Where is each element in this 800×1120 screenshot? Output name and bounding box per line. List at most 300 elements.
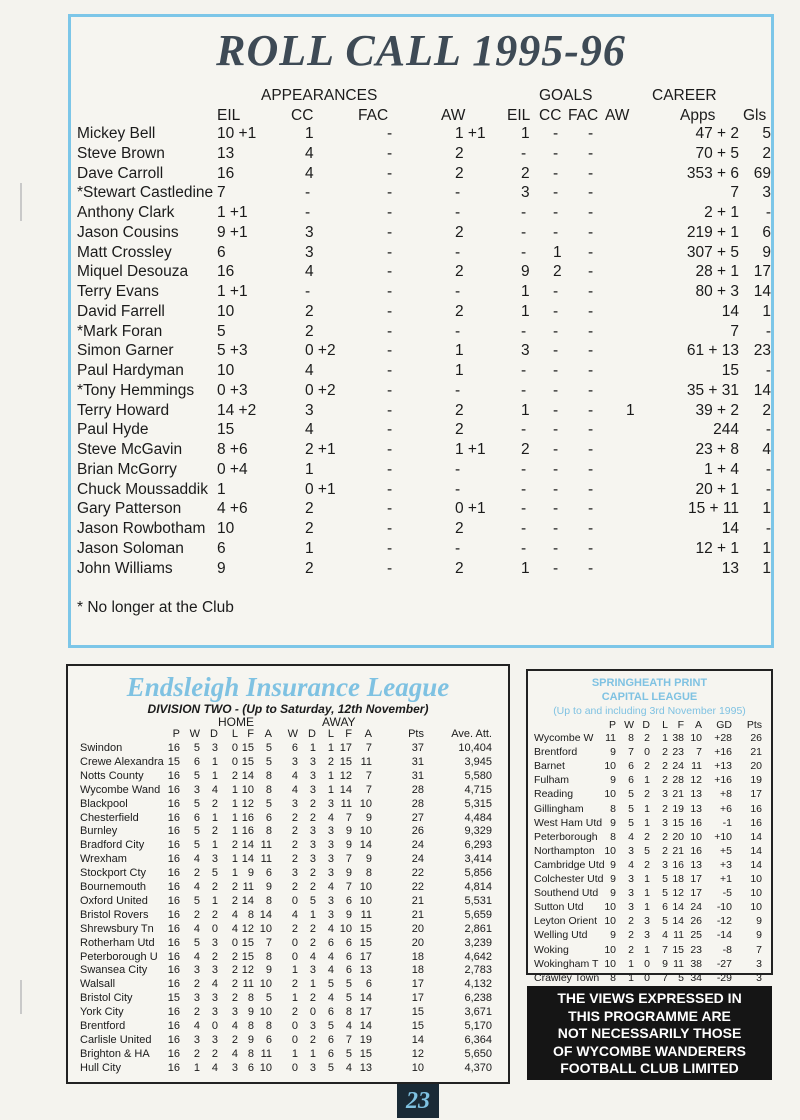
capital-stat: 1 (644, 802, 650, 815)
league-pts: 24 (411, 839, 424, 852)
player-eil: 4 +6 (217, 500, 248, 518)
league-stat: 2 (231, 839, 238, 852)
player-g-fac: - (588, 441, 594, 458)
league-stat: 3 (309, 783, 316, 796)
league-stat: 16 (167, 825, 180, 838)
endsleigh-col-header: P (172, 728, 180, 740)
league-stat: 9 (345, 908, 352, 921)
capital-title-line2: CAPITAL LEAGUE (601, 691, 698, 703)
league-stat: 14 (241, 769, 254, 782)
player-g-eil: 9 (521, 263, 530, 281)
player-gls: - (765, 421, 771, 439)
player-apps: 7 (730, 322, 739, 340)
capital-stat: 14 (750, 844, 762, 857)
league-stat: 3 (309, 1061, 316, 1074)
league-att: 4,132 (464, 978, 492, 991)
capital-stat: 20 (672, 830, 684, 843)
col-cc: CC (291, 107, 314, 124)
player-cc: 1 (305, 460, 314, 478)
league-stat: 2 (231, 992, 238, 1005)
capital-stat: 4 (628, 830, 634, 843)
league-team: York City (80, 1006, 124, 1019)
capital-stat: 14 (750, 830, 762, 843)
capital-stat: 15 (672, 816, 684, 829)
player-g-eil: 3 (521, 342, 530, 360)
league-team: Swindon (80, 742, 123, 754)
player-eil: 1 (217, 480, 226, 498)
league-stat: 16 (167, 742, 180, 754)
league-att: 2,861 (464, 922, 492, 935)
col-apps: Apps (680, 107, 716, 124)
league-stat: 8 (265, 825, 272, 838)
league-stat: 10 (259, 1061, 272, 1074)
league-stat: 2 (211, 908, 218, 921)
league-stat: 4 (211, 783, 218, 796)
league-stat: 0 (231, 936, 238, 949)
player-g-fac: - (588, 243, 594, 261)
player-g-fac: - (588, 263, 594, 281)
capital-team: Fulham (534, 774, 570, 787)
league-att: 5,580 (464, 769, 492, 782)
player-g-cc: - (553, 539, 559, 557)
league-stat: 14 (241, 839, 254, 852)
league-stat: 6 (193, 811, 200, 824)
capital-stat: 2 (662, 802, 668, 815)
player-aw: - (455, 184, 461, 202)
capital-stat: 3 (662, 858, 668, 871)
league-team: Bournemouth (80, 881, 147, 893)
league-stat: 2 (291, 811, 298, 824)
league-stat: 2 (231, 964, 238, 977)
player-g-fac: - (588, 362, 594, 379)
player-apps: 353 + 6 (686, 164, 739, 182)
capital-stat: -1 (722, 816, 732, 829)
player-g-eil: 1 (521, 302, 530, 320)
player-g-cc: - (553, 441, 559, 458)
capital-col-header: Pts (746, 719, 762, 731)
capital-team: Brentford (534, 746, 578, 759)
player-name: John Williams (77, 559, 173, 577)
player-gls: 17 (753, 263, 771, 281)
league-stat: 2 (327, 755, 334, 768)
league-stat: 4 (193, 1020, 200, 1032)
league-stat: 16 (241, 825, 254, 838)
player-gls: 14 (753, 283, 771, 300)
league-stat: 4 (291, 783, 298, 796)
capital-team: Northampton (534, 844, 595, 857)
player-apps: 12 + 1 (695, 539, 739, 557)
league-stat: 8 (265, 950, 272, 963)
capital-stat: 1 (644, 887, 650, 900)
player-cc: - (305, 184, 311, 202)
league-pts: 24 (411, 853, 424, 866)
player-apps: 23 + 8 (695, 441, 739, 458)
league-team: Carlisle United (80, 1033, 152, 1046)
league-stat: 16 (167, 839, 180, 852)
capital-stat: 2 (662, 774, 668, 787)
league-stat: 15 (359, 922, 372, 935)
capital-stat: 1 (662, 732, 668, 744)
player-aw: 0 +1 (455, 500, 486, 518)
league-stat: 16 (167, 881, 180, 893)
league-stat: 14 (241, 853, 254, 866)
player-name: Matt Crossley (77, 243, 172, 261)
league-stat: 8 (247, 992, 254, 1005)
player-gls: 14 (753, 381, 771, 399)
league-stat: 4 (231, 922, 238, 935)
capital-team: Peterborough (534, 830, 598, 843)
league-stat: 1 (309, 742, 316, 754)
capital-stat: 1 (644, 901, 650, 914)
player-g-eil: 2 (521, 164, 530, 182)
league-stat: 12 (241, 797, 254, 810)
league-stat: 2 (193, 1047, 200, 1060)
career-header: CAREER (652, 87, 717, 104)
capital-team: Barnet (534, 760, 565, 773)
league-stat: 16 (167, 1020, 180, 1032)
capital-stat: 10 (750, 873, 762, 885)
league-stat: 1 (231, 867, 238, 880)
player-fac: - (387, 144, 393, 162)
capital-col-header: F (677, 719, 684, 731)
player-g-eil: - (521, 500, 527, 518)
league-pts: 14 (411, 1033, 424, 1046)
capital-stat: 2 (662, 830, 668, 843)
league-stat: 14 (241, 894, 254, 907)
league-stat: 14 (359, 839, 372, 852)
capital-stat: 13 (690, 802, 702, 815)
league-stat: 3 (211, 964, 218, 977)
league-stat: 3 (193, 992, 200, 1005)
player-g-fac: - (588, 223, 594, 241)
league-stat: 2 (291, 978, 298, 991)
capital-stat: 3 (662, 816, 668, 829)
player-eil: 9 (217, 559, 226, 577)
league-pts: 27 (411, 811, 424, 824)
league-stat: 15 (241, 950, 254, 963)
player-fac: - (387, 500, 393, 518)
player-g-eil: 3 (521, 184, 530, 202)
league-stat: 5 (265, 755, 272, 768)
player-gls: 5 (762, 125, 771, 142)
player-cc: 2 +1 (305, 441, 336, 458)
league-team: Rotherham Utd (80, 936, 155, 949)
player-apps: 47 + 2 (695, 125, 739, 142)
capital-stat: 2 (662, 760, 668, 773)
player-g-cc: - (553, 204, 559, 221)
league-stat: 3 (327, 908, 334, 921)
league-stat: 1 (291, 1047, 298, 1060)
league-stat: 1 (211, 894, 218, 907)
endsleigh-col-header: Pts (408, 728, 424, 740)
capital-stat: 19 (750, 774, 762, 787)
capital-team: Cambridge Utd (534, 858, 605, 871)
capital-stat: 9 (610, 887, 616, 900)
league-stat: 0 (291, 894, 298, 907)
capital-stat: 24 (672, 760, 684, 773)
league-pts: 17 (411, 978, 424, 991)
capital-col-header: GD (716, 719, 732, 731)
player-cc: 0 +2 (305, 381, 336, 399)
player-apps: 15 + 11 (688, 500, 739, 518)
player-g-eil: 1 (521, 559, 530, 577)
league-stat: 16 (167, 783, 180, 796)
capital-stat: 34 (690, 971, 702, 984)
player-aw: 2 (455, 559, 464, 577)
league-stat: 2 (193, 908, 200, 921)
league-att: 3,671 (464, 1006, 492, 1019)
player-cc: 4 (305, 362, 314, 379)
player-name: Dave Carroll (77, 164, 164, 182)
capital-stat: 10 (750, 887, 762, 900)
capital-team: West Ham Utd (534, 816, 603, 829)
player-eil: 1 +1 (217, 204, 248, 221)
player-name: *Tony Hemmings (77, 381, 195, 399)
capital-stat: 17 (690, 873, 702, 885)
player-g-aw: 1 (626, 401, 635, 419)
league-stat: 16 (167, 811, 180, 824)
player-apps: 70 + 5 (695, 144, 739, 162)
league-stat: 11 (242, 978, 254, 991)
player-eil: 16 (217, 263, 235, 281)
player-cc: 3 (305, 223, 314, 241)
league-stat: 3 (291, 755, 298, 768)
league-team: Swansea City (80, 964, 148, 977)
league-stat: 2 (291, 853, 298, 866)
capital-stat: 8 (610, 971, 616, 984)
player-apps: 15 (721, 362, 739, 379)
player-eil: 8 +6 (217, 441, 248, 458)
capital-stat: 5 (678, 971, 684, 984)
league-stat: 0 (291, 1061, 298, 1074)
capital-stat: 2 (628, 915, 634, 928)
league-stat: 10 (339, 922, 352, 935)
league-stat: 2 (211, 950, 218, 963)
league-stat: 15 (241, 742, 254, 754)
league-stat: 2 (211, 825, 218, 838)
player-g-cc: - (553, 302, 559, 320)
league-stat: 1 (291, 964, 298, 977)
league-stat: 3 (309, 839, 316, 852)
capital-stat: 2 (644, 830, 650, 843)
capital-col-header: A (694, 719, 702, 731)
capital-stat: -29 (716, 971, 732, 984)
league-att: 5,650 (464, 1047, 492, 1060)
league-stat: 6 (365, 978, 372, 991)
player-cc: 2 (305, 500, 314, 518)
capital-stat: 5 (628, 788, 634, 801)
player-gls: 1 (762, 559, 771, 577)
league-stat: 11 (242, 881, 254, 893)
player-cc: 0 +2 (305, 342, 336, 360)
league-stat: 16 (167, 936, 180, 949)
player-g-fac: - (588, 500, 594, 518)
player-aw: 1 +1 (455, 441, 486, 458)
league-att: 4,484 (464, 811, 492, 824)
player-g-eil: - (521, 322, 527, 340)
player-gls: 3 (762, 184, 771, 202)
player-eil: 10 (217, 520, 235, 537)
capital-stat: 10 (604, 760, 616, 773)
player-apps: 2 + 1 (704, 204, 739, 221)
player-fac: - (387, 460, 393, 478)
disclaimer-line: NOT NECESSARILY THOSE (557, 1025, 742, 1041)
league-stat: 3 (193, 1033, 200, 1046)
league-stat: 16 (167, 922, 180, 935)
player-apps: 14 (721, 520, 739, 537)
endsleigh-col-header: A (364, 728, 372, 740)
col-goals-fac: FAC (568, 107, 599, 124)
player-eil: 0 +3 (217, 381, 248, 399)
league-stat: 1 (309, 1047, 316, 1060)
player-eil: 6 (217, 243, 226, 261)
player-name: *Mark Foran (77, 322, 163, 340)
league-team: Notts County (80, 769, 144, 782)
league-stat: 2 (309, 936, 316, 949)
capital-stat: 38 (672, 732, 684, 744)
capital-stat: 2 (644, 788, 650, 801)
league-stat: 3 (309, 769, 316, 782)
league-stat: 2 (291, 922, 298, 935)
league-stat: 15 (167, 755, 180, 768)
capital-col-header: D (642, 719, 650, 731)
capital-stat: 5 (662, 873, 668, 885)
disclaimer-line: OF WYCOMBE WANDERERS (553, 1042, 746, 1059)
player-cc: 1 (305, 539, 314, 557)
player-aw: 2 (455, 401, 464, 419)
league-stat: 2 (193, 978, 200, 991)
league-stat: 4 (231, 908, 238, 921)
capital-stat: 10 (604, 844, 616, 857)
capital-stat: -14 (716, 929, 732, 942)
player-aw: 1 (455, 342, 464, 360)
league-att: 10,404 (458, 742, 492, 754)
disclaimer-line: THE VIEWS EXPRESSED IN (557, 990, 742, 1006)
player-g-cc: - (553, 401, 559, 419)
capital-stat: 6 (628, 774, 634, 787)
player-fac: - (387, 421, 393, 439)
league-stat: 2 (231, 769, 238, 782)
league-team: Brighton & HA (80, 1047, 150, 1060)
capital-stat: 1 (628, 957, 634, 970)
league-stat: 0 (291, 936, 298, 949)
player-g-fac: - (588, 381, 594, 399)
league-stat: 5 (265, 797, 272, 810)
capital-stat: 8 (610, 802, 616, 815)
endsleigh-league-table (66, 664, 510, 1084)
league-stat: 2 (231, 894, 238, 907)
capital-stat: +5 (720, 844, 732, 857)
player-g-cc: - (553, 283, 559, 300)
league-stat: 16 (167, 1006, 180, 1019)
league-pts: 31 (411, 769, 424, 782)
league-stat: 2 (309, 992, 316, 1005)
league-pts: 28 (411, 797, 424, 810)
league-stat: 15 (359, 1047, 372, 1060)
capital-team: Woking (534, 943, 569, 956)
player-g-cc: 1 (553, 243, 562, 261)
league-stat: 8 (265, 1020, 272, 1032)
player-g-cc: - (553, 125, 559, 142)
capital-stat: 5 (662, 887, 668, 900)
capital-team: Wycombe W (534, 732, 594, 744)
capital-stat: 16 (750, 802, 762, 815)
player-g-cc: - (553, 362, 559, 379)
capital-stat: 9 (610, 858, 616, 871)
player-g-fac: - (588, 342, 594, 360)
league-stat: 6 (345, 894, 352, 907)
capital-col-header: W (624, 719, 634, 731)
player-g-cc: - (553, 144, 559, 162)
player-gls: 1 (762, 539, 771, 557)
player-fac: - (387, 204, 393, 221)
player-name: Jason Soloman (77, 539, 184, 557)
player-fac: - (387, 263, 393, 281)
player-name: Chuck Moussaddik (77, 480, 208, 498)
capital-stat: 17 (750, 788, 762, 801)
league-team: Bristol Rovers (80, 908, 149, 921)
player-aw: 1 (455, 362, 464, 379)
league-stat: 2 (309, 922, 316, 935)
capital-stat: 3 (662, 788, 668, 801)
capital-stat: 5 (628, 802, 634, 815)
player-name: Jason Cousins (77, 223, 179, 241)
league-att: 4,642 (464, 950, 492, 963)
league-stat: 1 (291, 992, 298, 1005)
league-stat: 1 (231, 825, 238, 838)
player-apps: 39 + 2 (695, 401, 739, 419)
capital-stat: 1 (628, 971, 634, 984)
league-stat: 9 (365, 811, 372, 824)
col-goals-eil: EIL (507, 107, 531, 124)
player-g-eil: - (521, 243, 527, 261)
league-stat: 2 (309, 881, 316, 893)
league-stat: 9 (247, 1006, 254, 1019)
capital-team: Sutton Utd (534, 901, 584, 914)
capital-stat: 5 (644, 844, 650, 857)
player-g-fac: - (588, 322, 594, 340)
league-stat: 13 (359, 1061, 372, 1074)
player-apps: 1 + 4 (704, 460, 739, 478)
league-stat: 16 (167, 978, 180, 991)
player-eil: 5 +3 (217, 342, 248, 360)
capital-stat: 26 (690, 915, 702, 928)
player-cc: - (305, 204, 311, 221)
player-eil: 13 (217, 144, 235, 162)
capital-stat: 3 (628, 873, 634, 885)
league-stat: 1 (193, 1061, 200, 1074)
league-stat: 1 (211, 769, 218, 782)
capital-stat: 3 (756, 957, 762, 970)
player-g-eil: - (521, 381, 527, 399)
league-stat: 2 (211, 1047, 218, 1060)
league-stat: 3 (211, 853, 218, 866)
endsleigh-col-header: F (345, 728, 352, 740)
player-cc: - (305, 283, 311, 300)
capital-stat: +16 (714, 774, 732, 787)
capital-stat: 9 (610, 873, 616, 885)
league-stat: 3 (309, 825, 316, 838)
player-cc: 4 (305, 164, 314, 182)
league-stat: 16 (167, 964, 180, 977)
league-stat: 4 (327, 964, 334, 977)
capital-stat: 4 (628, 858, 634, 871)
col-eil: EIL (217, 107, 241, 124)
league-stat: 5 (193, 742, 200, 754)
league-stat: 7 (345, 853, 352, 866)
league-stat: 4 (193, 881, 200, 893)
capital-stat: 1 (644, 774, 650, 787)
